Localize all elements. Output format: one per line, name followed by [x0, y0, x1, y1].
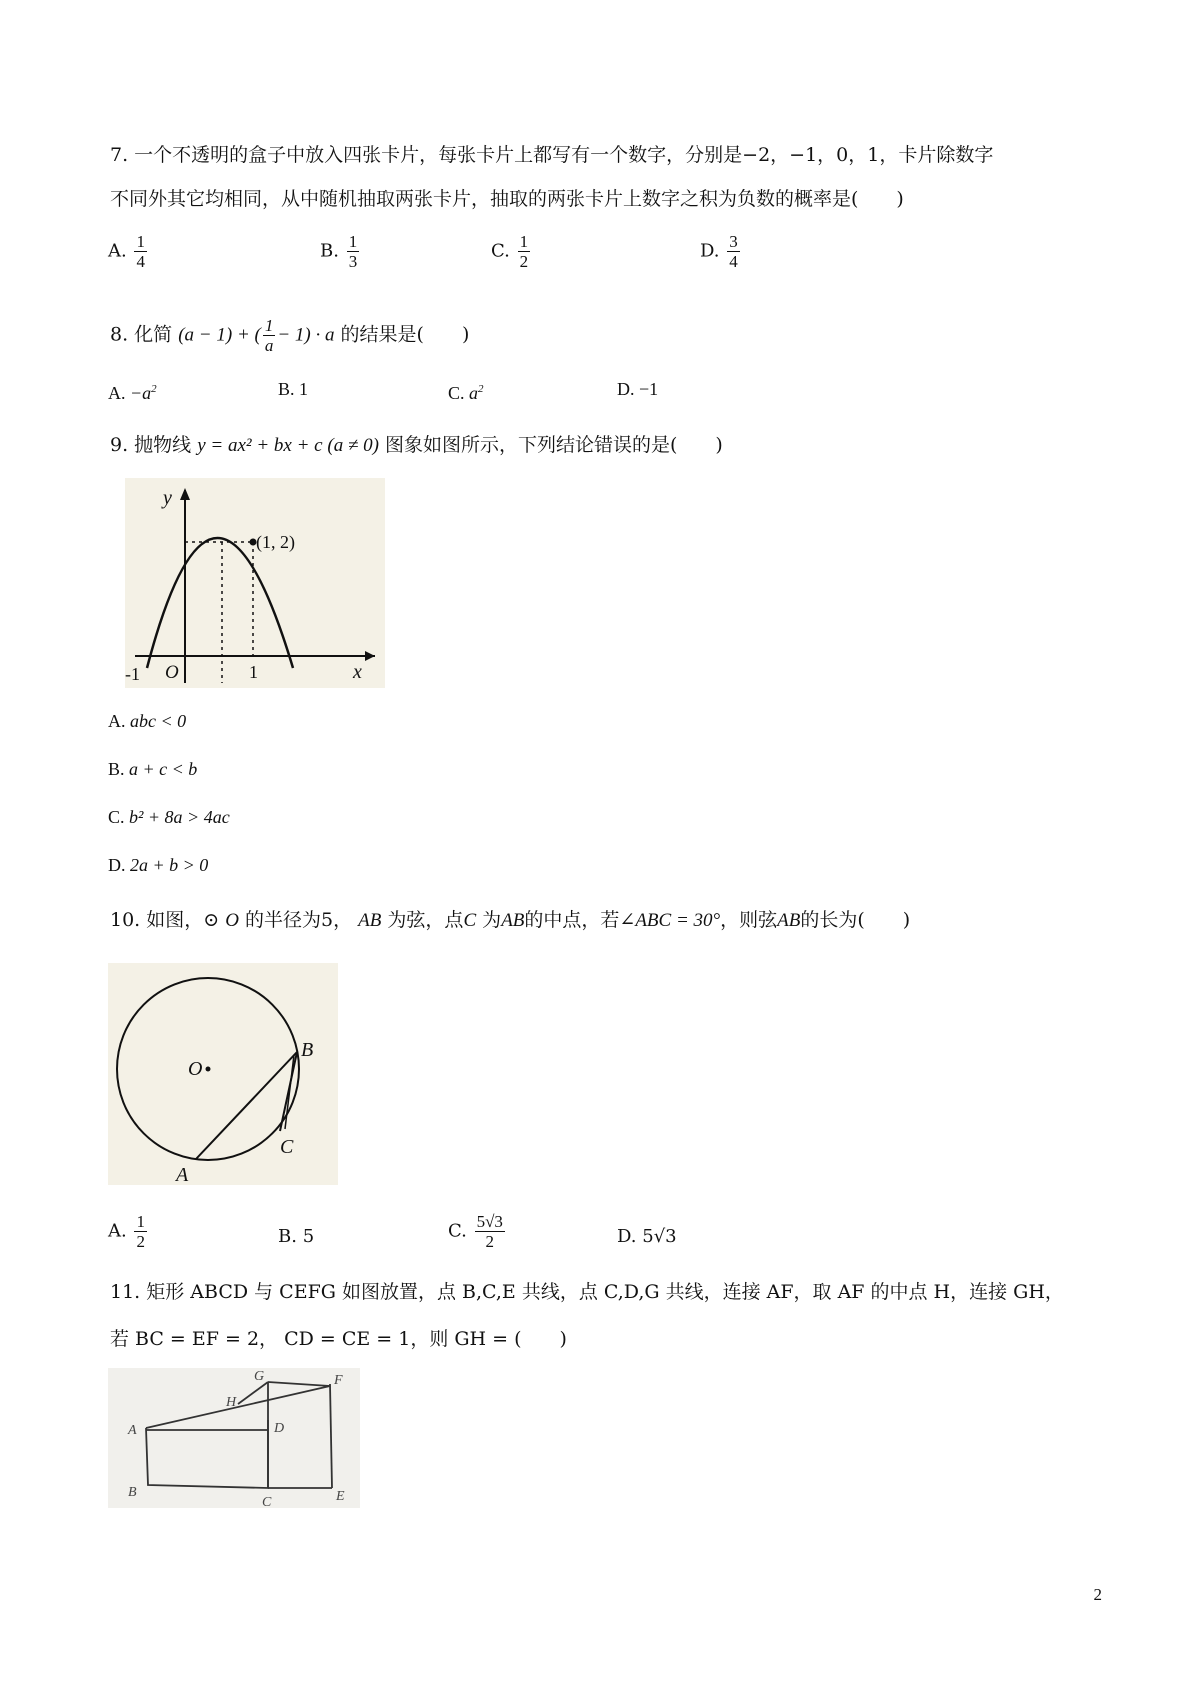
q11-line1: 11. 矩形 ABCD 与 CEFG 如图放置，点 B,C,E 共线，点 C,D,G 共线，连接 AF，取 AF 的中点 H，连接 GH， [110, 1281, 1064, 1303]
q8-option-d: D. −1 [617, 379, 659, 399]
rect-point-g: G [254, 1369, 265, 1384]
q10-option-b: B. 5 [278, 1226, 315, 1247]
point-b-label: B [301, 1039, 314, 1061]
q10-line: 10. 如图，⊙ O 的半径为5， AB 为弦，点C 为AB的中点，若∠ABC = 30°，则弦AB的长为( ) [110, 909, 911, 931]
q8-option-c: C. $a^2$ [448, 383, 484, 403]
q7-line1: 7. 一个不透明的盒子中放入四张卡片，每张卡片上都写有一个数字，分别是−2，−1，0，1，卡片除数字 [110, 144, 994, 166]
graph-point-label: (1, 2) [256, 532, 295, 552]
q10-option-d: D. 5√3 [617, 1226, 677, 1247]
q9-option-d: D. 2a + b > 0 [108, 855, 209, 875]
q10-option-c: C. $\frac{5√3}{2}$ [448, 1212, 503, 1251]
q9-option-c: C. b² + 8a > 4ac [108, 807, 230, 827]
q11-line2: 若 BC = EF = 2， CD = CE = 1，则 GH = ( ) [110, 1328, 567, 1350]
rect-point-h: H [226, 1395, 237, 1410]
rect-point-f: F [334, 1373, 343, 1388]
rect-point-b: B [128, 1485, 137, 1500]
rect-point-d: D [274, 1421, 285, 1436]
q9-option-b: B. a + c < b [108, 759, 198, 779]
q8-line: 8. 化简 (a − 1) + ( $\frac{1}{a}$ − 1) · a 的结果是( ) [110, 316, 470, 355]
point-a-label: A [176, 1164, 189, 1185]
rect-point-c: C [262, 1495, 272, 1508]
q7-line2: 不同外其它均相同，从中随机抽取两张卡片，抽取的两张卡片上数字之积为负数的概率是( ) [110, 188, 904, 210]
point-c-label: C [280, 1136, 294, 1158]
q7-option-a: A. $\frac{1}{4}$ [108, 232, 145, 271]
graph-y-label: y [163, 487, 172, 509]
q10-option-a: A. $\frac{1}{2}$ [108, 1212, 145, 1251]
rectangles-figure [108, 1368, 360, 1508]
graph-x-label: x [353, 661, 362, 683]
q9-option-a: A. abc < 0 [108, 711, 187, 731]
rect-point-a: A [128, 1423, 137, 1438]
q7-option-b: B. $\frac{1}{3}$ [320, 232, 358, 271]
q7-option-c: C. $\frac{1}{2}$ [491, 232, 529, 271]
q9-line: 9. 抛物线 y = ax² + bx + c (a ≠ 0) 图象如图所示，下列结论错误的是( ) [110, 434, 723, 456]
rect-point-e: E [336, 1489, 345, 1504]
graph-one-label: 1 [249, 662, 258, 682]
circle-figure [108, 963, 338, 1185]
q7-option-d: D. $\frac{3}{4}$ [700, 232, 738, 271]
q8-option-a: A. $-a^2$ [108, 383, 157, 403]
q8-option-b: B. 1 [278, 379, 309, 399]
graph-origin-label: O [165, 662, 179, 683]
page-number: 2 [1093, 1585, 1102, 1604]
circle-center-label: O [188, 1058, 203, 1080]
parabola-graph [125, 478, 385, 688]
graph-minus-one-label: -1 [125, 664, 140, 684]
